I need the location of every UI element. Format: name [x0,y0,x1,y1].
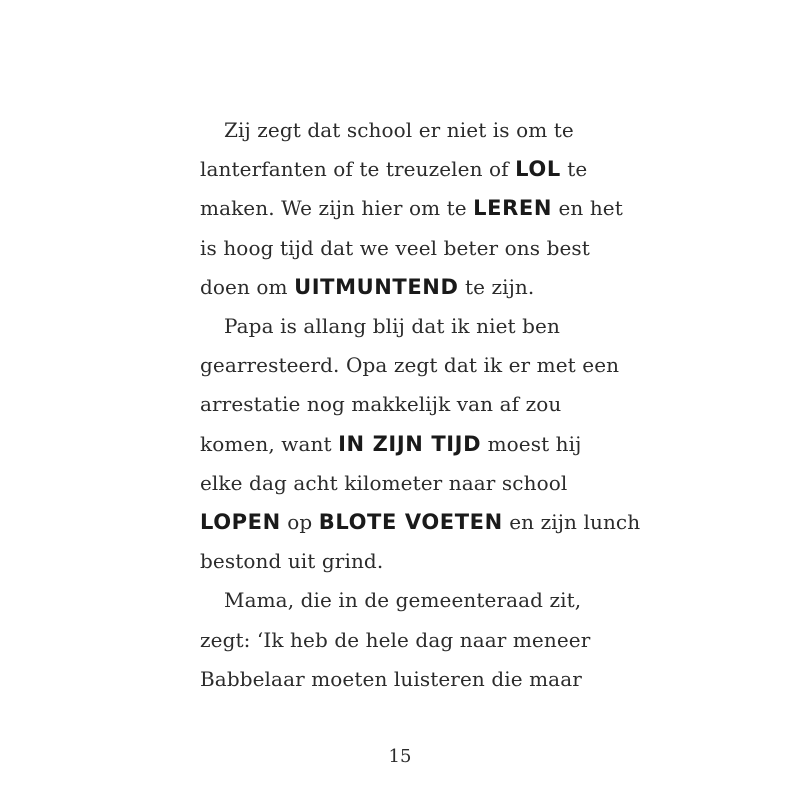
text-line [200,503,641,542]
text-run: doen om [200,274,295,299]
paragraph [200,307,641,581]
text-run: bestond uit grind. [200,549,384,574]
text-run: moest hij [481,431,582,456]
text-line [200,307,620,346]
text-run: Mama, die in de gemeenteraad zit, [224,588,582,613]
text-line [200,464,620,503]
text-run: en het [552,196,623,221]
text-run: elke dag acht kilometer naar school [200,470,568,495]
text-line [200,581,620,620]
emphasized-word: LOPEN [200,510,281,535]
text-run: is hoog tijd dat we veel beter ons best [200,235,590,260]
emphasized-word: IN ZIJN TIJD [338,431,482,456]
emphasized-word: UITMUNTEND [294,274,459,299]
text-line [200,111,620,150]
text-run: maken. We zijn hier om te [200,196,474,221]
text-run: te zijn. [458,274,535,299]
emphasized-word: LEREN [473,196,552,221]
text-line [200,346,620,385]
text-line [200,268,620,307]
text-run: op [280,510,319,535]
text-run: Papa is allang blij dat ik niet ben [224,314,560,339]
text-line [200,189,623,228]
text-line [200,229,620,268]
text-run: zegt: ‘Ik heb de hele dag naar meneer [200,627,591,652]
text-line [200,660,620,699]
paragraph [200,581,620,699]
page-number: 15 [388,746,412,767]
text-run: te [560,157,588,182]
paragraph [200,111,623,307]
text-run: Zij zegt dat school er niet is om te [224,118,574,142]
body-text [200,111,641,699]
emphasized-word: LOL [515,157,561,182]
emphasized-word: BLOTE VOETEN [318,510,503,535]
text-line [200,385,620,424]
text-line [200,425,620,464]
text-run: gearresteerd. Opa zegt dat ik er met een [200,353,620,378]
text-run: en zijn lunch [502,510,641,535]
text-run: lanterfanten of te treuzelen of [200,157,516,182]
text-line [200,150,620,189]
text-line [200,621,620,660]
text-run: komen, want [200,431,339,456]
text-run: Babbelaar moeten luisteren die maar [200,666,582,691]
text-line [200,542,620,581]
text-run: arrestatie nog makkelijk van af zou [200,392,562,417]
